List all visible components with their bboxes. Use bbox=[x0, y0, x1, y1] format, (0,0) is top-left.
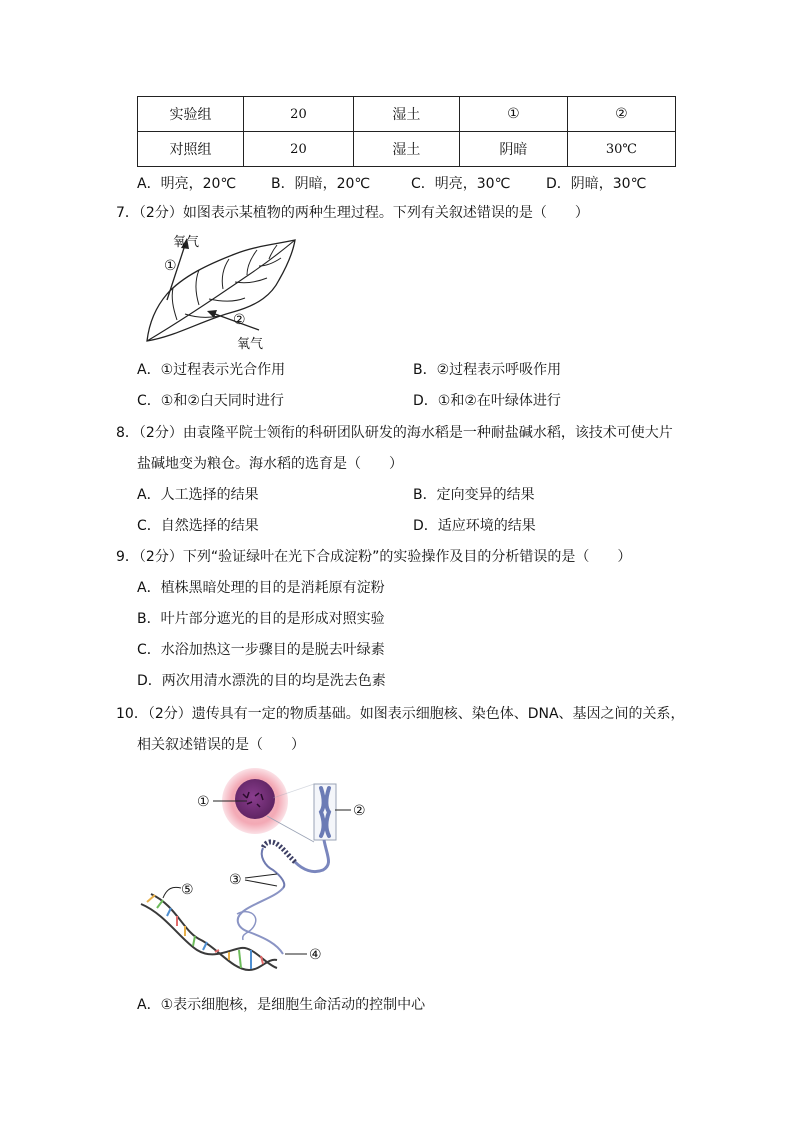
q6-option-d: D．阴暗，30℃ bbox=[546, 176, 647, 192]
q10-option-a: A．①表示细胞核，是细胞生命活动的控制中心 bbox=[137, 997, 426, 1013]
q7-option-a: A．①过程表示光合作用 bbox=[137, 362, 286, 378]
table-row bbox=[138, 132, 676, 167]
q9-option-d: D．两次用清水漂洗的目的均是洗去色素 bbox=[137, 673, 386, 689]
q7-leaf-figure bbox=[137, 228, 307, 353]
q7-option-d: D．①和②在叶绿体进行 bbox=[413, 393, 561, 409]
oxygen-label-bottom: 氧气 bbox=[237, 337, 264, 352]
table-cell: ② bbox=[567, 97, 675, 132]
q10-stem-line1: 10．（2分）遗传具有一定的物质基础。如图表示细胞核、染色体、DNA、基因之间的关系， bbox=[116, 706, 685, 722]
marker-3: ③ bbox=[229, 872, 242, 888]
q9-option-a: A．植株黑暗处理的目的是消耗原有淀粉 bbox=[137, 580, 385, 596]
table-cell: 20 bbox=[243, 97, 353, 132]
genetics-diagram bbox=[137, 764, 377, 986]
table-cell: 20 bbox=[243, 132, 353, 167]
table-cell: ① bbox=[459, 97, 567, 132]
q6-table bbox=[137, 96, 676, 167]
q8-option-d: D．适应环境的结果 bbox=[413, 518, 536, 534]
q8-option-a: A．人工选择的结果 bbox=[137, 487, 259, 503]
table-cell: 实验组 bbox=[138, 97, 244, 132]
q9-option-b: B．叶片部分遮光的目的是形成对照实验 bbox=[137, 611, 385, 627]
table-cell: 湿土 bbox=[353, 132, 459, 167]
q7-option-b: B．②过程表示呼吸作用 bbox=[413, 362, 562, 378]
oxygen-label-top: 氧气 bbox=[173, 235, 200, 250]
marker-1: ① bbox=[164, 258, 177, 274]
q6-option-b: B．阴暗，20℃ bbox=[271, 176, 371, 192]
leaf-diagram bbox=[137, 228, 307, 353]
table-cell: 30℃ bbox=[567, 132, 675, 167]
marker-2: ② bbox=[233, 312, 246, 328]
marker-5: ⑤ bbox=[181, 882, 194, 898]
q9-option-c: C．水浴加热这一步骤目的是脱去叶绿素 bbox=[137, 642, 385, 658]
q7-stem: 7．（2分）如图表示某植物的两种生理过程。下列有关叙述错误的是（ ） bbox=[116, 205, 589, 221]
marker-1: ① bbox=[197, 794, 210, 810]
q7-option-c: C．①和②白天同时进行 bbox=[137, 393, 284, 409]
q10-genetics-figure bbox=[137, 764, 377, 986]
table-row bbox=[138, 97, 676, 132]
table-cell: 湿土 bbox=[353, 97, 459, 132]
q8-option-c: C．自然选择的结果 bbox=[137, 518, 259, 534]
q8-option-b: B．定向变异的结果 bbox=[413, 487, 535, 503]
q9-stem: 9．（2分）下列“验证绿叶在光下合成淀粉”的实验操作及目的分析错误的是（ ） bbox=[116, 549, 632, 565]
marker-2: ② bbox=[353, 803, 366, 819]
table-cell: 阴暗 bbox=[459, 132, 567, 167]
q8-stem-line2: 盐碱地变为粮仓。海水稻的选育是（ ） bbox=[137, 456, 403, 472]
table-cell: 对照组 bbox=[138, 132, 244, 167]
q6-option-a: A．明亮，20℃ bbox=[137, 176, 237, 192]
q10-stem-line2: 相关叙述错误的是（ ） bbox=[137, 737, 305, 753]
q8-stem-line1: 8．（2分）由袁隆平院士领衔的科研团队研发的海水稻是一种耐盐碱水稻，该技术可使大片 bbox=[116, 425, 673, 441]
q6-option-c: C．明亮，30℃ bbox=[411, 176, 511, 192]
marker-4: ④ bbox=[309, 947, 322, 963]
